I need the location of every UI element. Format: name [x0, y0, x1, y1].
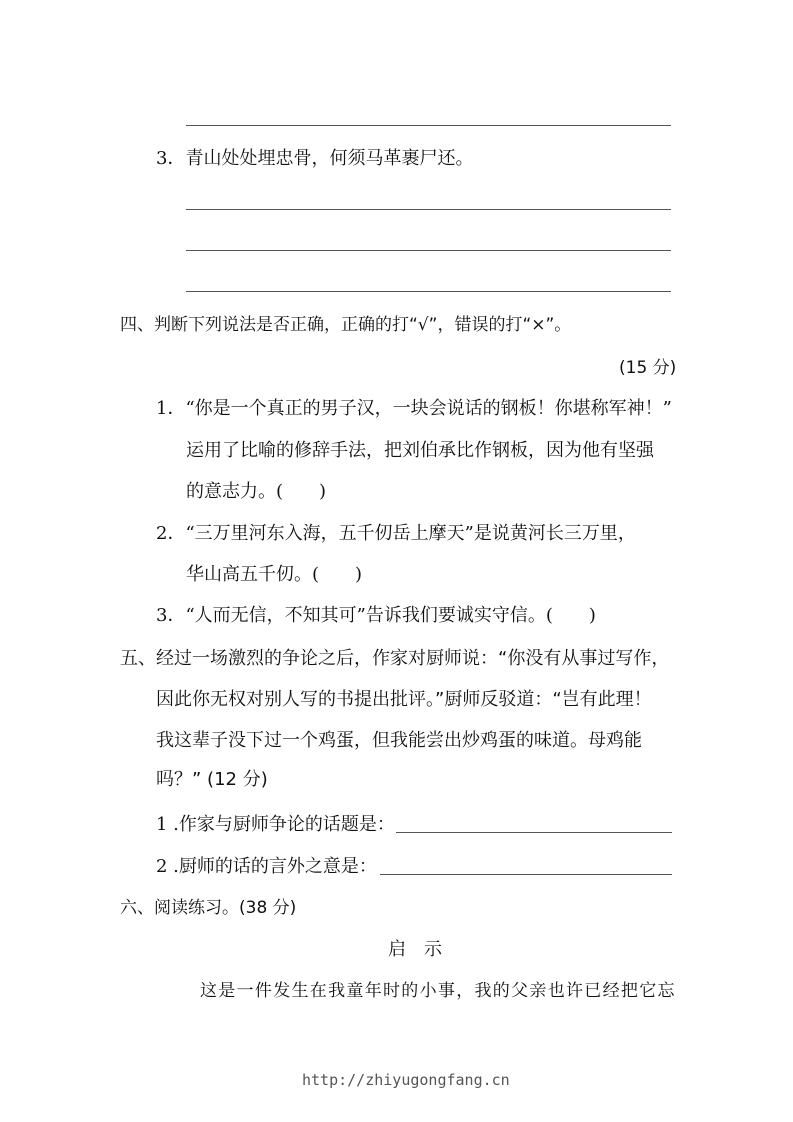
- passage-line-1: 这是一件发生在我童年时的小事，我的父亲也许已经把它忘: [200, 981, 676, 1001]
- item-text-line: “人而无信，不知其可”告诉我们要诚实守信。( ): [185, 605, 596, 626]
- item-number: 3．: [156, 605, 186, 626]
- judge-item-1-line-2: 运用了比喻的修辞手法，把刘伯承比作钢板，因为他有坚强: [186, 440, 654, 461]
- passage-title: 启 示: [388, 939, 442, 960]
- question-text: 2 .厨师的话的言外之意是：: [156, 856, 377, 877]
- item-number: 2．: [156, 523, 186, 544]
- item-number: 3．: [156, 148, 186, 169]
- section-6-title: 六、阅读练习。(38 分): [120, 898, 297, 918]
- item-text-line: “三万里河东入海，五千仞岳上摩天”是说黄河长三万里，: [185, 523, 636, 544]
- answer-line: [186, 125, 671, 126]
- judge-item-3: [156, 604, 596, 628]
- item-number: 1．: [156, 398, 186, 419]
- item-text-line: “你是一个真正的男子汉，一块会说话的钢板！你堪称军神！”: [185, 398, 672, 419]
- section-5-line-1: 五、经过一场激烈的争论之后，作家对厨师说：“你没有从事过写作，: [120, 648, 670, 669]
- question-text: 1 .作家与厨师争论的话题是：: [156, 814, 395, 835]
- answer-blank-1[interactable]: [396, 832, 672, 833]
- section-5-question-2: [156, 855, 377, 879]
- section-5-question-1: [156, 813, 395, 837]
- section-4-title: 四、判断下列说法是否正确，正确的打“√”，错误的打“×”。: [120, 315, 572, 335]
- section-5-line-4: 吗？” (12 分): [156, 769, 268, 790]
- judge-item-2-line-2: 华山高五千仞。( ): [186, 564, 363, 585]
- answer-line: [186, 291, 671, 292]
- answer-blank-2[interactable]: [380, 874, 672, 875]
- answer-line: [186, 250, 671, 251]
- question-item-3: [156, 147, 473, 171]
- answer-line: [186, 209, 671, 210]
- section-5-line-3: 我这辈子没下过一个鸡蛋，但我能尝出炒鸡蛋的味道。母鸡能: [156, 730, 642, 751]
- section-4-score: (15 分): [619, 358, 677, 378]
- section-5-line-2: 因此你无权对别人写的书提出批评。”厨师反驳道：“岂有此理！: [156, 689, 652, 710]
- judge-item-1-line-3: 的意志力。( ): [186, 481, 327, 502]
- judge-item-2: [156, 522, 636, 546]
- judge-item-1: [156, 397, 672, 421]
- footer-url[interactable]: http://zhiyugongfang.cn: [302, 1071, 510, 1089]
- item-text: 青山处处埋忠骨，何须马革裹尸还。: [185, 148, 474, 169]
